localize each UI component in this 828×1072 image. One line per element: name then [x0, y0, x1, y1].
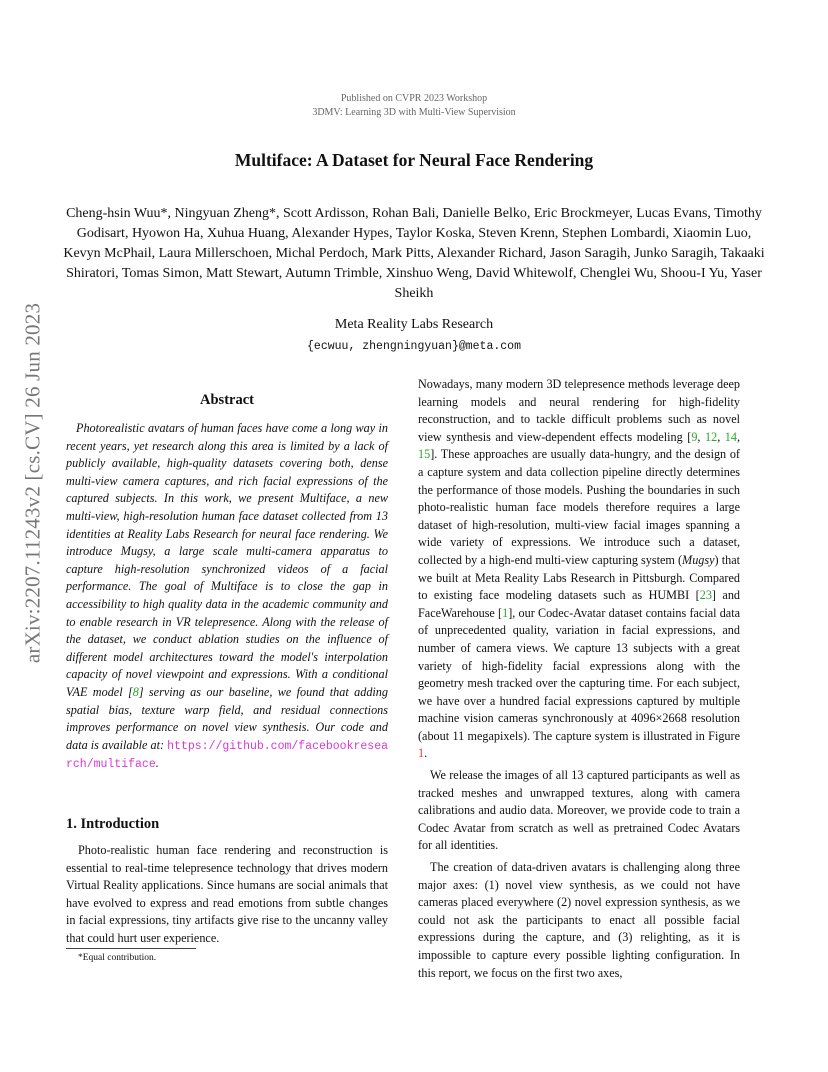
publication-venue: Published on CVPR 2023 Workshop	[340, 93, 488, 104]
footnote-rule	[66, 948, 196, 949]
abstract-body: Photorealistic avatars of human faces have come a long way in recent years, yet research along this area is limited by a lack of publicly available, high-quality datasets covering both, dense multi-view camera captures, and rich facial expressions of the captured subjects. In this work, we present Multiface, a new multi-view, high-resolution human face dataset collected from 13 identities at Reality Labs Research for neural face rendering. We introduce Mugsy, a large scale multi-camera apparatus to capture high-resolution synchronized videos of a facial performance. The goal of Multiface is to close the gap in accessibility to high quality data in the academic community and to enable research in VR telepresence. Along with the release of the dataset, we conduct ablation studies on the influence of different model architectures toward the model's interpolation capacity of novel viewpoint and expressions. With a conditional VAE model [8] serving as our baseline, we found that adding spatial bias, texture warp field, and residual connections improves performance on novel view synthesis. Our code and data is available at: https://github.com/facebookresearch/multiface.	[66, 421, 388, 772]
citation-link[interactable]: 1	[502, 605, 509, 620]
paragraph-2: We release the images of all 13 captured participants as well as tracked meshes and unwrapped textures, along with camera calibrations and audio data. Moreover, we provide code to train a Codec Avatar from scratch as well as pretrained Codec Avatars for all identities.	[418, 768, 740, 853]
citation-link[interactable]: 12	[705, 429, 718, 444]
publication-note	[0, 92, 828, 120]
figure-reference-link[interactable]: 1	[418, 746, 425, 761]
code-url-link[interactable]: https://github.com/facebookresearch/multiface	[66, 739, 388, 772]
footnote: *Equal contribution.	[78, 953, 157, 963]
citation-link[interactable]: 15	[418, 447, 431, 462]
citation-link[interactable]: 8	[132, 684, 139, 699]
paper-title: Multiface: A Dataset for Neural Face Rendering	[234, 150, 594, 170]
citation-link[interactable]: 23	[699, 588, 712, 603]
workshop-name: 3DMV: Learning 3D with Multi-View Supervision	[312, 107, 516, 118]
affiliation: Meta Reality Labs Research	[334, 317, 494, 332]
abstract-heading: Abstract	[200, 392, 254, 408]
paragraph-3: The creation of data-driven avatars is challenging along three major axes: (1) novel view synthesis, as we could not have cameras placed everywhere (2) novel expression synthesis, as we could not ask the participants to enact all possible facial expressions during the capture, and (3) relighting, as it is impossible to capture every possible lighting configuration. In this report, we focus on the first two axes,	[418, 860, 740, 980]
left-column	[66, 392, 388, 774]
citation-link[interactable]: 9	[691, 429, 698, 444]
right-column	[418, 376, 740, 982]
arxiv-stamp	[19, 292, 47, 674]
contact-email: {ecwuu, zhengningyuan}@meta.com	[307, 340, 521, 353]
citation-link[interactable]: 14	[724, 429, 737, 444]
arxiv-id: arXiv:2207.11243v2 [cs.CV] 26 Jun 2023	[20, 302, 45, 664]
paragraph-1: Nowadays, many modern 3D telepresence methods leverage deep learning models and neural rendering for high-fidelity reconstruction, and to tackle difficult problems such as novel view synthesis and view-dependent effects modeling [9, 12, 14, 15]. These approaches are usually data-hungry, and the design of a capture system and data collection pipeline directly determines the performance of those models. Pushing the boundaries in such photo-realistic human face models therefore requires a large dataset of high-resolution, multi-view facial images spanning a wide variety of expressions. We introduce such a dataset, collected by a high-end multi-view capturing system (Mugsy) that we built at Meta Reality Labs Research in Pittsburgh. Compared to existing face modeling datasets such as HUMBI [23] and FaceWarehouse [1], our Codec-Avatar dataset contains facial data of unprecedented quality, variation in facial expressions, and number of camera views. We capture 13 subjects with a great variety of high-fidelity facial expressions along with the geometry mesh tracked over the capturing time. For each subject, we have over a hundred facial expressions captured by multiple machine vision cameras synchronously at 4096×2668 resolution (about 11 megapixels). The capture system is illustrated in Figure 1.	[418, 377, 741, 761]
section-heading-introduction: 1. Introduction	[66, 816, 160, 832]
intro-paragraph: Photo-realistic human face rendering and reconstruction is essential to real-time telepresence technology that drives modern Virtual Reality applications. Since humans are social animals that have evolved to express and read emotions from subtle changes in facial expressions, tiny artifacts give rise to the uncanny valley that could hurt user experience.	[66, 843, 388, 945]
author-list: Cheng-hsin Wuu*, Ningyuan Zheng*, Scott Ardisson, Rohan Bali, Danielle Belko, Eric Brockmeyer, Lucas Evans, Timothy Godisart, Hyowon Ha, Xuhua Huang, Alexander Hypes, Taylor Koska, Steven Krenn, Stephen Lombardi, Xiaomin Luo, Kevyn McPhail, Laura Millerschoen, Michal Perdoch, Mark Pitts, Alexander Richard, Jason Saragih, Junko Saragih, Takaaki Shiratori, Tomas Simon, Matt Stewart, Autumn Trimble, Xinshuo Weng, David Whitewolf, Chenglei Wu, Shoou-I Yu, Yaser Sheikh	[63, 206, 765, 301]
